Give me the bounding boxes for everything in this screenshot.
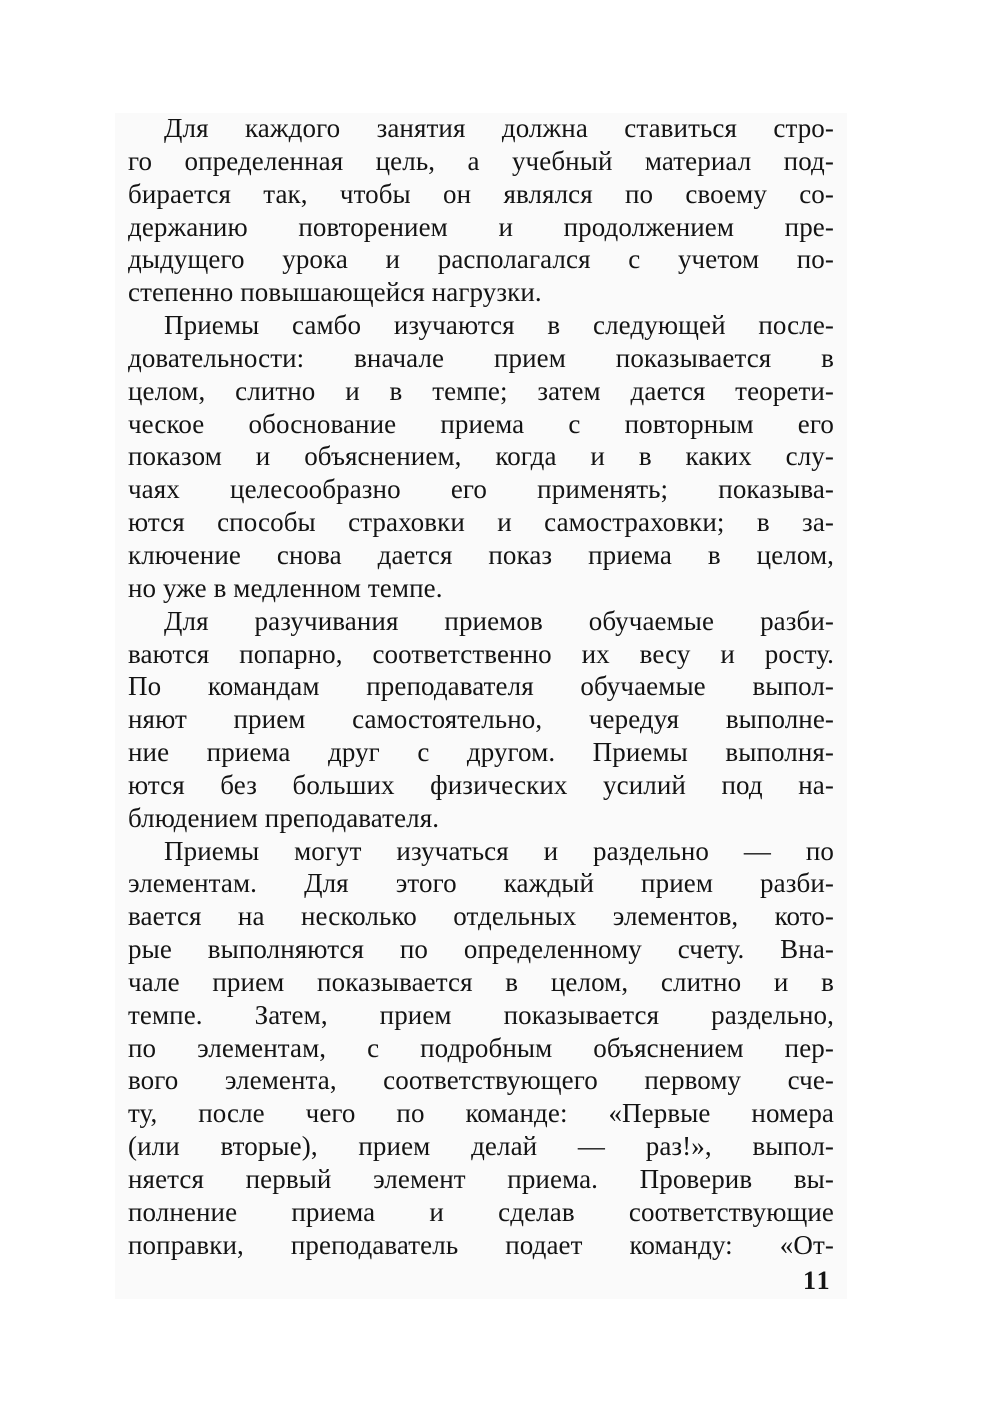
- text-line: поправки, преподаватель подает команду: «От-: [128, 1229, 834, 1260]
- text-line: няется первый элемент приема. Проверив вы-: [128, 1164, 834, 1194]
- text-line: элементам. Для этого каждый прием разби-: [128, 868, 834, 899]
- text-line: темпе. Затем, прием показывается раздельно,: [128, 999, 834, 1030]
- text-line: няют прием самостоятельно, чередуя выполне-: [128, 704, 834, 735]
- text-line: Приемы самбо изучаются в следующей после-: [164, 310, 834, 341]
- page-number: 11: [803, 1266, 832, 1295]
- text-line: дыдущего урока и располагался с учетом по-: [128, 244, 834, 275]
- text-line: бирается так, чтобы он являлся по своему со-: [128, 178, 834, 209]
- body-text: [128, 112, 834, 1262]
- text-line: ческое обоснование приема с повторным его: [128, 408, 834, 439]
- text-line: ту, после чего по команде: «Первые номера: [128, 1098, 834, 1129]
- text-line: вается на несколько отдельных элементов, кото-: [128, 901, 834, 932]
- text-line: го определенная цель, а учебный материал под-: [128, 145, 834, 176]
- text-line: чаях целесообразно его применять; показыва-: [128, 474, 834, 505]
- text-line: степенно повышающейся нагрузки.: [128, 277, 542, 308]
- text-line: довательности: вначале прием показывается в: [128, 342, 834, 373]
- paragraph-1: [128, 112, 834, 309]
- paragraph-3: [128, 605, 834, 835]
- text-line: (или вторые), прием делай — раз!», выпол-: [128, 1131, 834, 1162]
- text-line: Для каждого занятия должна ставиться стро-: [164, 113, 834, 143]
- text-line: держанию повторением и продолжением пре-: [128, 211, 834, 242]
- text-line: вого элемента, соответствующего первому сче-: [128, 1065, 834, 1096]
- text-line: ключение снова дается показ приема в целом,: [128, 539, 834, 570]
- paragraph-2: [128, 309, 834, 605]
- text-line: Для разучивания приемов обучаемые разби-: [164, 605, 834, 636]
- text-line: По командам преподавателя обучаемые выпол-: [128, 671, 834, 702]
- paragraph-4: [128, 835, 834, 1262]
- text-line: Приемы могут изучаться и раздельно — по: [164, 835, 834, 866]
- text-line: показом и объяснением, когда и в каких слу-: [128, 441, 834, 472]
- text-line: но уже в медленном темпе.: [128, 572, 443, 603]
- text-line: ются без больших физических усилий под на-: [128, 769, 834, 800]
- text-line: по элементам, с подробным объяснением пер-: [128, 1032, 834, 1063]
- text-line: полнение приема и сделав соответствующие: [128, 1196, 834, 1227]
- text-line: рые выполняются по определенному счету. Вна-: [128, 934, 834, 965]
- text-line: ваются попарно, соответственно их весу и росту.: [128, 638, 834, 669]
- text-line: ются способы страховки и самостраховки; в за-: [128, 507, 834, 538]
- text-line: чале прием показывается в целом, слитно и в: [128, 966, 834, 997]
- text-line: блюдением преподавателя.: [128, 802, 440, 833]
- text-line: ние приема друг с другом. Приемы выполня-: [128, 737, 834, 768]
- text-line: целом, слитно и в темпе; затем дается теорети-: [128, 375, 834, 406]
